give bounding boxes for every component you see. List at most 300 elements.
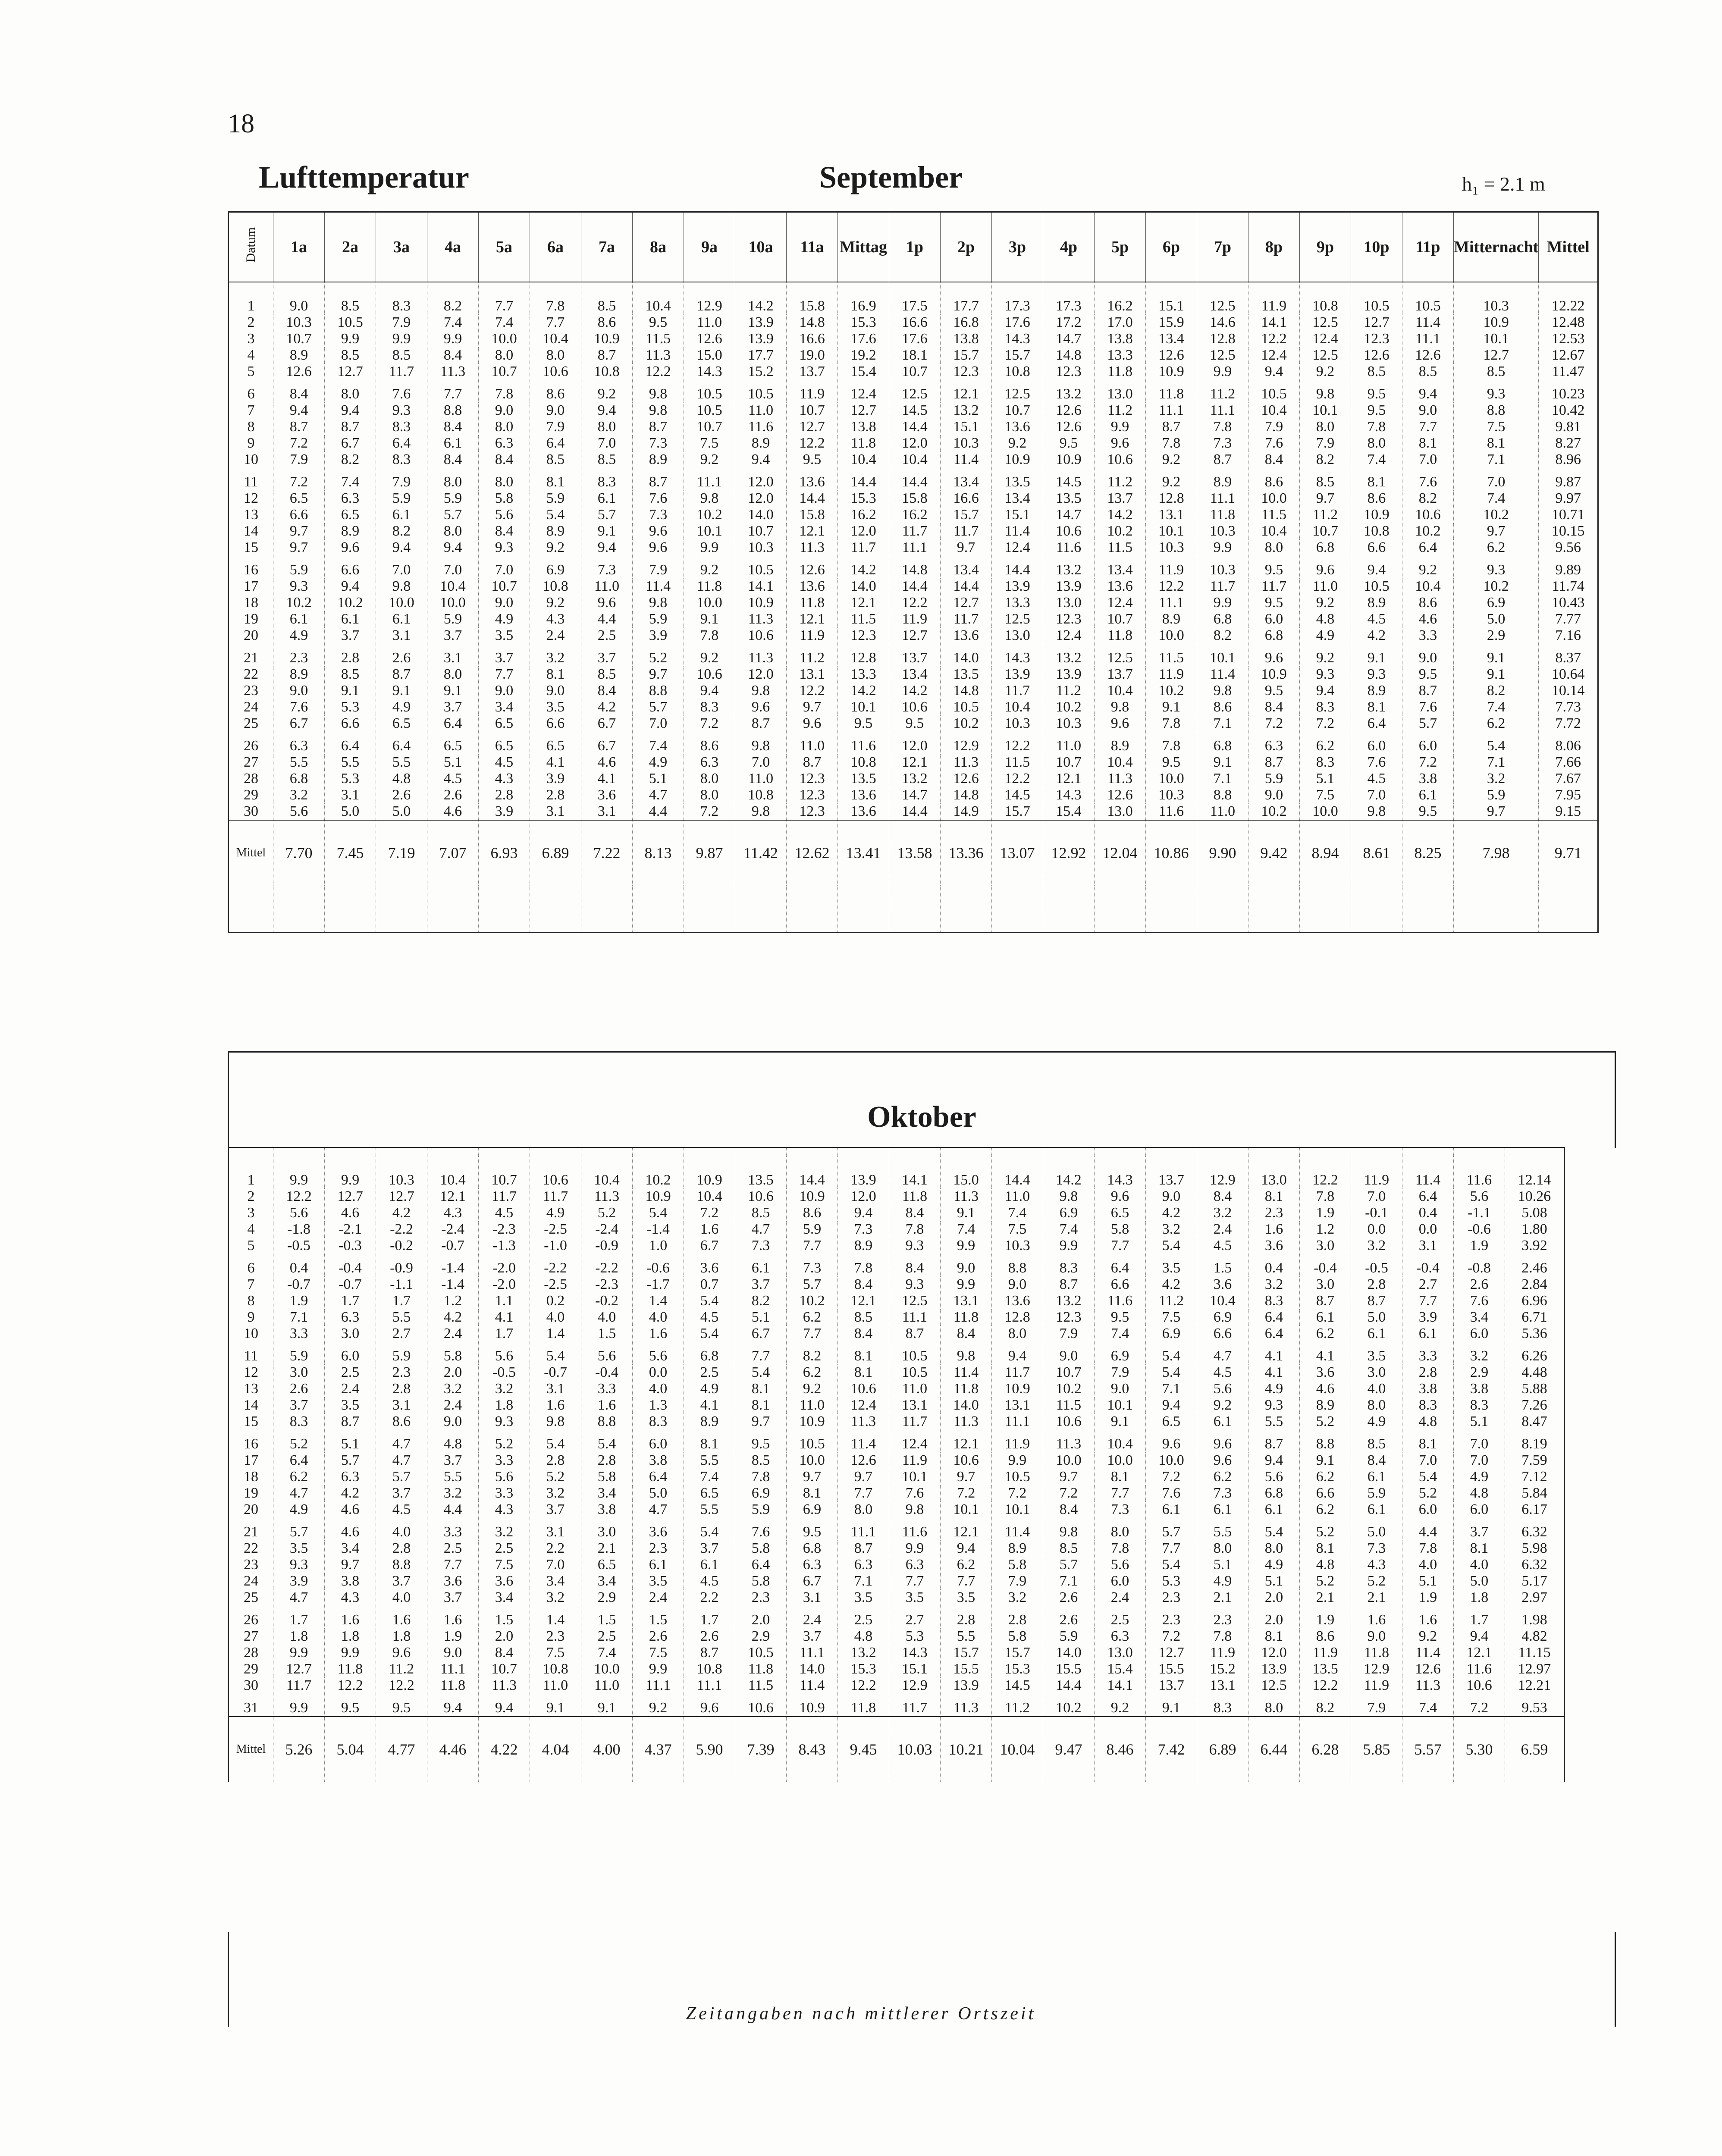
value-cell: 8.3	[1248, 1293, 1300, 1309]
value-cell: 3.1	[530, 803, 581, 820]
value-cell: 9.9	[325, 1156, 376, 1188]
value-cell: 11.1	[1146, 595, 1197, 611]
value-cell: 5.5	[273, 754, 325, 771]
value-cell: 7.2	[273, 435, 325, 451]
hourly-mean-cell: 7.98	[1454, 820, 1539, 885]
value-cell: 14.8	[1043, 347, 1095, 364]
table-row	[229, 451, 1598, 468]
value-cell: 7.3	[633, 435, 684, 451]
hourly-mean-cell: 9.90	[1197, 820, 1248, 885]
value-cell: 10.9	[787, 1188, 838, 1205]
value-cell: 10.6	[735, 627, 787, 644]
value-cell: 6.2	[787, 1364, 838, 1381]
value-cell: 9.0	[273, 683, 325, 699]
value-cell: 8.5	[325, 666, 376, 683]
value-cell: 8.0	[427, 666, 479, 683]
value-cell: 6.4	[530, 435, 581, 451]
value-cell: 13.9	[838, 1156, 889, 1188]
daily-mean-cell: 8.96	[1539, 451, 1598, 468]
value-cell: 10.8	[838, 754, 889, 771]
value-cell: 9.5	[1146, 754, 1197, 771]
value-cell: 8.6	[1248, 474, 1300, 490]
table-row	[229, 1524, 1565, 1540]
value-cell: 3.2	[1197, 1205, 1248, 1221]
value-cell: 1.9	[1300, 1612, 1351, 1628]
value-cell: 4.9	[633, 754, 684, 771]
value-cell: 10.3	[1454, 282, 1539, 314]
value-cell: 8.1	[735, 1397, 787, 1413]
value-cell: 1.6	[1248, 1221, 1300, 1238]
value-cell: 8.1	[684, 1436, 735, 1452]
value-cell: 6.4	[376, 738, 427, 754]
value-cell: 1.9	[273, 1293, 325, 1309]
value-cell: 5.5	[376, 754, 427, 771]
daily-mean-cell: 5.84	[1505, 1485, 1565, 1501]
value-cell: 9.7	[633, 666, 684, 683]
value-cell: 12.8	[838, 650, 889, 666]
column-header: 6a	[530, 212, 581, 282]
value-cell: 5.5	[684, 1501, 735, 1518]
value-cell: 6.1	[376, 611, 427, 627]
value-cell: 8.3	[1454, 1397, 1505, 1413]
value-cell: 9.9	[941, 1238, 992, 1254]
value-cell: 9.2	[684, 650, 735, 666]
value-cell: 4.6	[325, 1205, 376, 1221]
table-row	[229, 507, 1598, 523]
value-cell: 1.6	[1402, 1612, 1454, 1628]
value-cell: 9.4	[325, 578, 376, 595]
value-cell: 13.7	[1095, 666, 1146, 683]
value-cell: 6.2	[941, 1557, 992, 1573]
value-cell: 11.2	[992, 1700, 1043, 1717]
value-cell: 10.5	[325, 314, 376, 331]
value-cell: 9.4	[581, 402, 633, 419]
value-cell: 10.5	[787, 1436, 838, 1452]
value-cell: 6.3	[479, 435, 530, 451]
value-cell: 10.7	[479, 578, 530, 595]
value-cell: 13.1	[1197, 1677, 1248, 1694]
value-cell: 9.4	[838, 1205, 889, 1221]
value-cell: 9.8	[633, 402, 684, 419]
value-cell: 5.2	[273, 1436, 325, 1452]
value-cell: 4.1	[684, 1397, 735, 1413]
value-cell: 5.6	[1454, 1188, 1505, 1205]
value-cell: 2.8	[1402, 1364, 1454, 1381]
value-cell: 9.8	[1095, 699, 1146, 715]
value-cell: 9.2	[1402, 1628, 1454, 1645]
value-cell: 5.6	[1197, 1381, 1248, 1397]
value-cell: 6.4	[376, 435, 427, 451]
column-header: 9a	[684, 212, 735, 282]
value-cell: 11.7	[941, 523, 992, 539]
value-cell: 9.4	[581, 539, 633, 556]
value-cell: 3.6	[1248, 1238, 1300, 1254]
value-cell: 12.7	[838, 402, 889, 419]
value-cell: 10.6	[684, 666, 735, 683]
value-cell: 8.3	[633, 1413, 684, 1430]
value-cell: 13.7	[1146, 1677, 1197, 1694]
value-cell: 7.1	[838, 1573, 889, 1589]
value-cell: 9.7	[1454, 803, 1539, 820]
value-cell: 10.7	[1043, 754, 1095, 771]
value-cell: -1.0	[530, 1238, 581, 1254]
value-cell: 3.3	[1402, 1348, 1454, 1364]
value-cell: 5.9	[1454, 787, 1539, 803]
value-cell: 17.6	[889, 331, 941, 347]
value-cell: 8.7	[1146, 419, 1197, 435]
value-cell: 13.4	[941, 474, 992, 490]
value-cell: 9.4	[684, 683, 735, 699]
value-cell: 6.8	[1248, 1485, 1300, 1501]
value-cell: 5.2	[1402, 1485, 1454, 1501]
value-cell: 3.1	[1402, 1238, 1454, 1254]
value-cell: 12.3	[941, 364, 992, 380]
value-cell: 13.1	[992, 1397, 1043, 1413]
value-cell: 11.9	[992, 1436, 1043, 1452]
day-cell: 24	[229, 699, 273, 715]
value-cell: 4.0	[1454, 1557, 1505, 1573]
value-cell: 5.9	[1351, 1485, 1402, 1501]
value-cell: 12.4	[992, 539, 1043, 556]
value-cell: 9.4	[735, 451, 787, 468]
day-cell: 23	[229, 1557, 273, 1573]
value-cell: 12.2	[889, 595, 941, 611]
value-cell: 6.8	[684, 1348, 735, 1364]
daily-mean-cell: 12.53	[1539, 331, 1598, 347]
value-cell: 6.1	[1197, 1501, 1248, 1518]
value-cell: 2.8	[325, 650, 376, 666]
value-cell: 3.0	[1351, 1364, 1402, 1381]
value-cell: 12.6	[1043, 402, 1095, 419]
value-cell: 11.6	[1043, 539, 1095, 556]
value-cell: 11.0	[684, 314, 735, 331]
value-cell: 8.2	[1197, 627, 1248, 644]
value-cell: 4.1	[479, 1309, 530, 1326]
value-cell: 12.8	[992, 1309, 1043, 1326]
value-cell: 4.3	[1351, 1557, 1402, 1573]
value-cell: 7.8	[1146, 435, 1197, 451]
value-cell: 5.9	[376, 1348, 427, 1364]
day-cell: 20	[229, 1501, 273, 1518]
day-cell: 26	[229, 738, 273, 754]
value-cell: 5.4	[530, 1436, 581, 1452]
value-cell: 5.7	[1043, 1557, 1095, 1573]
value-cell: 6.2	[787, 1309, 838, 1326]
value-cell: 8.4	[941, 1326, 992, 1342]
value-cell: 10.3	[1197, 523, 1248, 539]
value-cell: 6.9	[1197, 1309, 1248, 1326]
value-cell: 10.1	[838, 699, 889, 715]
value-cell: 1.6	[376, 1612, 427, 1628]
value-cell: 10.4	[992, 699, 1043, 715]
hourly-mean-cell: 11.42	[735, 820, 787, 885]
value-cell: 9.9	[684, 539, 735, 556]
value-cell: 11.9	[1197, 1645, 1248, 1661]
value-cell: 8.7	[787, 754, 838, 771]
value-cell: 4.4	[633, 803, 684, 820]
value-cell: 5.4	[1402, 1469, 1454, 1485]
value-cell: -0.5	[1351, 1260, 1402, 1276]
value-cell: 11.8	[735, 1661, 787, 1677]
day-cell: 9	[229, 1309, 273, 1326]
value-cell: 15.0	[941, 1156, 992, 1188]
value-cell: 10.7	[479, 1661, 530, 1677]
value-cell: 0.4	[1402, 1205, 1454, 1221]
value-cell: 3.7	[273, 1397, 325, 1413]
value-cell: 10.7	[889, 364, 941, 380]
value-cell: 7.2	[684, 715, 735, 732]
column-header: 6p	[1146, 212, 1197, 282]
value-cell: -0.4	[325, 1260, 376, 1276]
value-cell: 10.1	[992, 1501, 1043, 1518]
value-cell: 11.6	[889, 1524, 941, 1540]
value-cell: 4.7	[376, 1452, 427, 1469]
value-cell: 6.1	[1197, 1413, 1248, 1430]
value-cell: 10.6	[530, 364, 581, 380]
value-cell: 11.6	[1454, 1661, 1505, 1677]
hourly-mean-cell: 12.62	[787, 820, 838, 885]
value-cell: 3.4	[1454, 1309, 1505, 1326]
value-cell: 14.4	[1043, 1677, 1095, 1694]
value-cell: 5.9	[427, 611, 479, 627]
value-cell: 13.5	[838, 771, 889, 787]
value-cell: 11.0	[889, 1381, 941, 1397]
daily-mean-cell: 2.84	[1505, 1276, 1565, 1293]
value-cell: 10.2	[325, 595, 376, 611]
value-cell: 12.2	[1300, 1156, 1351, 1188]
value-cell: 9.4	[992, 1348, 1043, 1364]
day-cell: 1	[229, 282, 273, 314]
value-cell: -2.0	[479, 1260, 530, 1276]
value-cell: 8.7	[633, 474, 684, 490]
day-cell: 18	[229, 1469, 273, 1485]
value-cell: 10.9	[1146, 364, 1197, 380]
value-cell: 11.7	[941, 611, 992, 627]
value-cell: 8.9	[1197, 474, 1248, 490]
table-row	[229, 595, 1598, 611]
value-cell: 9.9	[889, 1540, 941, 1557]
day-cell: 17	[229, 578, 273, 595]
column-header: 5p	[1095, 212, 1146, 282]
value-cell: 3.7	[427, 1452, 479, 1469]
value-cell: 7.2	[1146, 1628, 1197, 1645]
value-cell: 13.1	[941, 1293, 992, 1309]
value-cell: 7.0	[633, 715, 684, 732]
value-cell: 9.9	[1043, 1238, 1095, 1254]
value-cell: 6.6	[325, 715, 376, 732]
value-cell: 8.0	[479, 474, 530, 490]
value-cell: 13.0	[1095, 1645, 1146, 1661]
value-cell: 4.8	[376, 771, 427, 787]
value-cell: 7.9	[1300, 435, 1351, 451]
value-cell: 5.5	[684, 1452, 735, 1469]
value-cell: 5.6	[479, 1469, 530, 1485]
value-cell: 2.8	[376, 1381, 427, 1397]
value-cell: 4.6	[1402, 611, 1454, 627]
value-cell: 9.7	[787, 1469, 838, 1485]
column-header: 8p	[1248, 212, 1300, 282]
value-cell: 11.2	[376, 1661, 427, 1677]
value-cell: 10.4	[633, 282, 684, 314]
value-cell: 3.8	[1402, 1381, 1454, 1397]
value-cell: 2.5	[581, 1628, 633, 1645]
value-cell: 15.1	[992, 507, 1043, 523]
value-cell: 10.9	[684, 1156, 735, 1188]
value-cell: 7.0	[1454, 474, 1539, 490]
value-cell: 6.0	[1402, 1501, 1454, 1518]
value-cell: 12.2	[376, 1677, 427, 1694]
month-title-september: September	[819, 160, 963, 194]
day-cell: 24	[229, 1573, 273, 1589]
daily-mean-cell: 11.74	[1539, 578, 1598, 595]
value-cell: 7.7	[1146, 1540, 1197, 1557]
value-cell: 9.7	[941, 1469, 992, 1485]
value-cell: 5.9	[1248, 771, 1300, 787]
column-header: Mittag	[838, 212, 889, 282]
value-cell: 12.2	[992, 771, 1043, 787]
column-header: 1p	[889, 212, 941, 282]
hourly-mean-cell: 9.47	[1043, 1717, 1095, 1782]
daily-mean-cell: 6.26	[1505, 1348, 1565, 1364]
column-header: 10p	[1351, 212, 1402, 282]
value-cell: 9.0	[479, 595, 530, 611]
value-cell: 12.7	[941, 595, 992, 611]
value-cell: 9.3	[889, 1276, 941, 1293]
value-cell: 15.3	[838, 1661, 889, 1677]
value-cell: 12.4	[1248, 347, 1300, 364]
column-header: 7a	[581, 212, 633, 282]
value-cell: 8.1	[1351, 474, 1402, 490]
value-cell: 11.5	[1043, 1397, 1095, 1413]
value-cell: 1.2	[1300, 1221, 1351, 1238]
value-cell: 9.0	[1146, 1188, 1197, 1205]
value-cell: 11.6	[1454, 1156, 1505, 1188]
value-cell: 5.1	[1454, 1413, 1505, 1430]
value-cell: 10.3	[1146, 787, 1197, 803]
value-cell: 7.9	[1095, 1364, 1146, 1381]
daily-mean-cell: 8.06	[1539, 738, 1598, 754]
value-cell: 9.9	[325, 1645, 376, 1661]
value-cell: 2.8	[581, 1452, 633, 1469]
value-cell: 5.0	[1351, 1309, 1402, 1326]
value-cell: 11.8	[941, 1309, 992, 1326]
value-cell: 4.7	[376, 1436, 427, 1452]
value-cell: 10.4	[1197, 1293, 1248, 1309]
value-cell: 13.8	[941, 331, 992, 347]
value-cell: 2.8	[376, 1540, 427, 1557]
daily-mean-cell: 12.67	[1539, 347, 1598, 364]
value-cell: 9.9	[1197, 595, 1248, 611]
value-cell: 3.7	[376, 1485, 427, 1501]
value-cell: 3.5	[1351, 1348, 1402, 1364]
value-cell: 2.9	[735, 1628, 787, 1645]
table-row	[229, 1188, 1565, 1205]
measurement-height: h₁ = 2.1 m	[1462, 173, 1545, 195]
value-cell: 14.4	[838, 474, 889, 490]
value-cell: 11.4	[1402, 1156, 1454, 1188]
value-cell: 5.5	[1197, 1524, 1248, 1540]
value-cell: 11.3	[633, 347, 684, 364]
value-cell: 7.0	[1351, 1188, 1402, 1205]
value-cell: 13.0	[1248, 1156, 1300, 1188]
value-cell: 6.4	[1351, 715, 1402, 732]
value-cell: -1.4	[427, 1260, 479, 1276]
value-cell: 6.1	[1351, 1469, 1402, 1485]
value-cell: 12.1	[787, 523, 838, 539]
value-cell: 4.6	[325, 1501, 376, 1518]
value-cell: 9.5	[1402, 666, 1454, 683]
value-cell: 6.1	[1402, 787, 1454, 803]
value-cell: 14.2	[838, 562, 889, 578]
value-cell: 3.8	[633, 1452, 684, 1469]
value-cell: 8.6	[1197, 699, 1248, 715]
value-cell: 11.4	[941, 451, 992, 468]
value-cell: 4.9	[1248, 1557, 1300, 1573]
value-cell: 10.0	[1248, 490, 1300, 507]
value-cell: 7.6	[1454, 1293, 1505, 1309]
value-cell: 12.9	[889, 1677, 941, 1694]
hourly-mean-cell: 4.37	[633, 1717, 684, 1782]
value-cell: 10.5	[992, 1469, 1043, 1485]
value-cell: 12.6	[1095, 787, 1146, 803]
value-cell: 11.8	[1095, 627, 1146, 644]
value-cell: 8.5	[1351, 1436, 1402, 1452]
value-cell: 11.4	[787, 1677, 838, 1694]
value-cell: 5.5	[325, 754, 376, 771]
value-cell: 7.3	[735, 1238, 787, 1254]
value-cell: 9.4	[1248, 1452, 1300, 1469]
value-cell: 1.7	[325, 1293, 376, 1309]
day-cell: 12	[229, 490, 273, 507]
value-cell: 11.0	[581, 1677, 633, 1694]
value-cell: 13.6	[941, 627, 992, 644]
value-cell: 7.7	[838, 1485, 889, 1501]
value-cell: 7.6	[1351, 754, 1402, 771]
value-cell: 4.8	[1402, 1413, 1454, 1430]
value-cell: 12.2	[838, 1677, 889, 1694]
value-cell: 9.0	[479, 683, 530, 699]
value-cell: 2.7	[889, 1612, 941, 1628]
daily-mean-cell: 1.80	[1505, 1221, 1565, 1238]
value-cell: 14.4	[889, 578, 941, 595]
hourly-mean-cell: 9.71	[1539, 820, 1598, 885]
value-cell: 10.0	[1146, 627, 1197, 644]
day-cell: 29	[229, 1661, 273, 1677]
value-cell: 7.6	[633, 490, 684, 507]
value-cell: 13.5	[1043, 490, 1095, 507]
table-row	[229, 402, 1598, 419]
value-cell: 10.4	[889, 451, 941, 468]
value-cell: 10.1	[1300, 402, 1351, 419]
value-cell: 6.9	[1043, 1205, 1095, 1221]
value-cell: 2.6	[1043, 1612, 1095, 1628]
value-cell: -1.7	[633, 1276, 684, 1293]
value-cell: 2.1	[1300, 1589, 1351, 1606]
value-cell: -1.4	[633, 1221, 684, 1238]
value-cell: 3.3	[273, 1326, 325, 1342]
value-cell: 12.3	[787, 787, 838, 803]
value-cell: 2.4	[787, 1612, 838, 1628]
value-cell: 9.0	[273, 282, 325, 314]
value-cell: 12.5	[1300, 314, 1351, 331]
value-cell: 4.5	[479, 754, 530, 771]
hourly-mean-cell: 6.44	[1248, 1717, 1300, 1782]
day-cell: 7	[229, 402, 273, 419]
daily-mean-cell: 10.26	[1505, 1188, 1565, 1205]
value-cell: 2.7	[376, 1326, 427, 1342]
value-cell: 12.6	[1146, 347, 1197, 364]
value-cell: 4.0	[530, 1309, 581, 1326]
